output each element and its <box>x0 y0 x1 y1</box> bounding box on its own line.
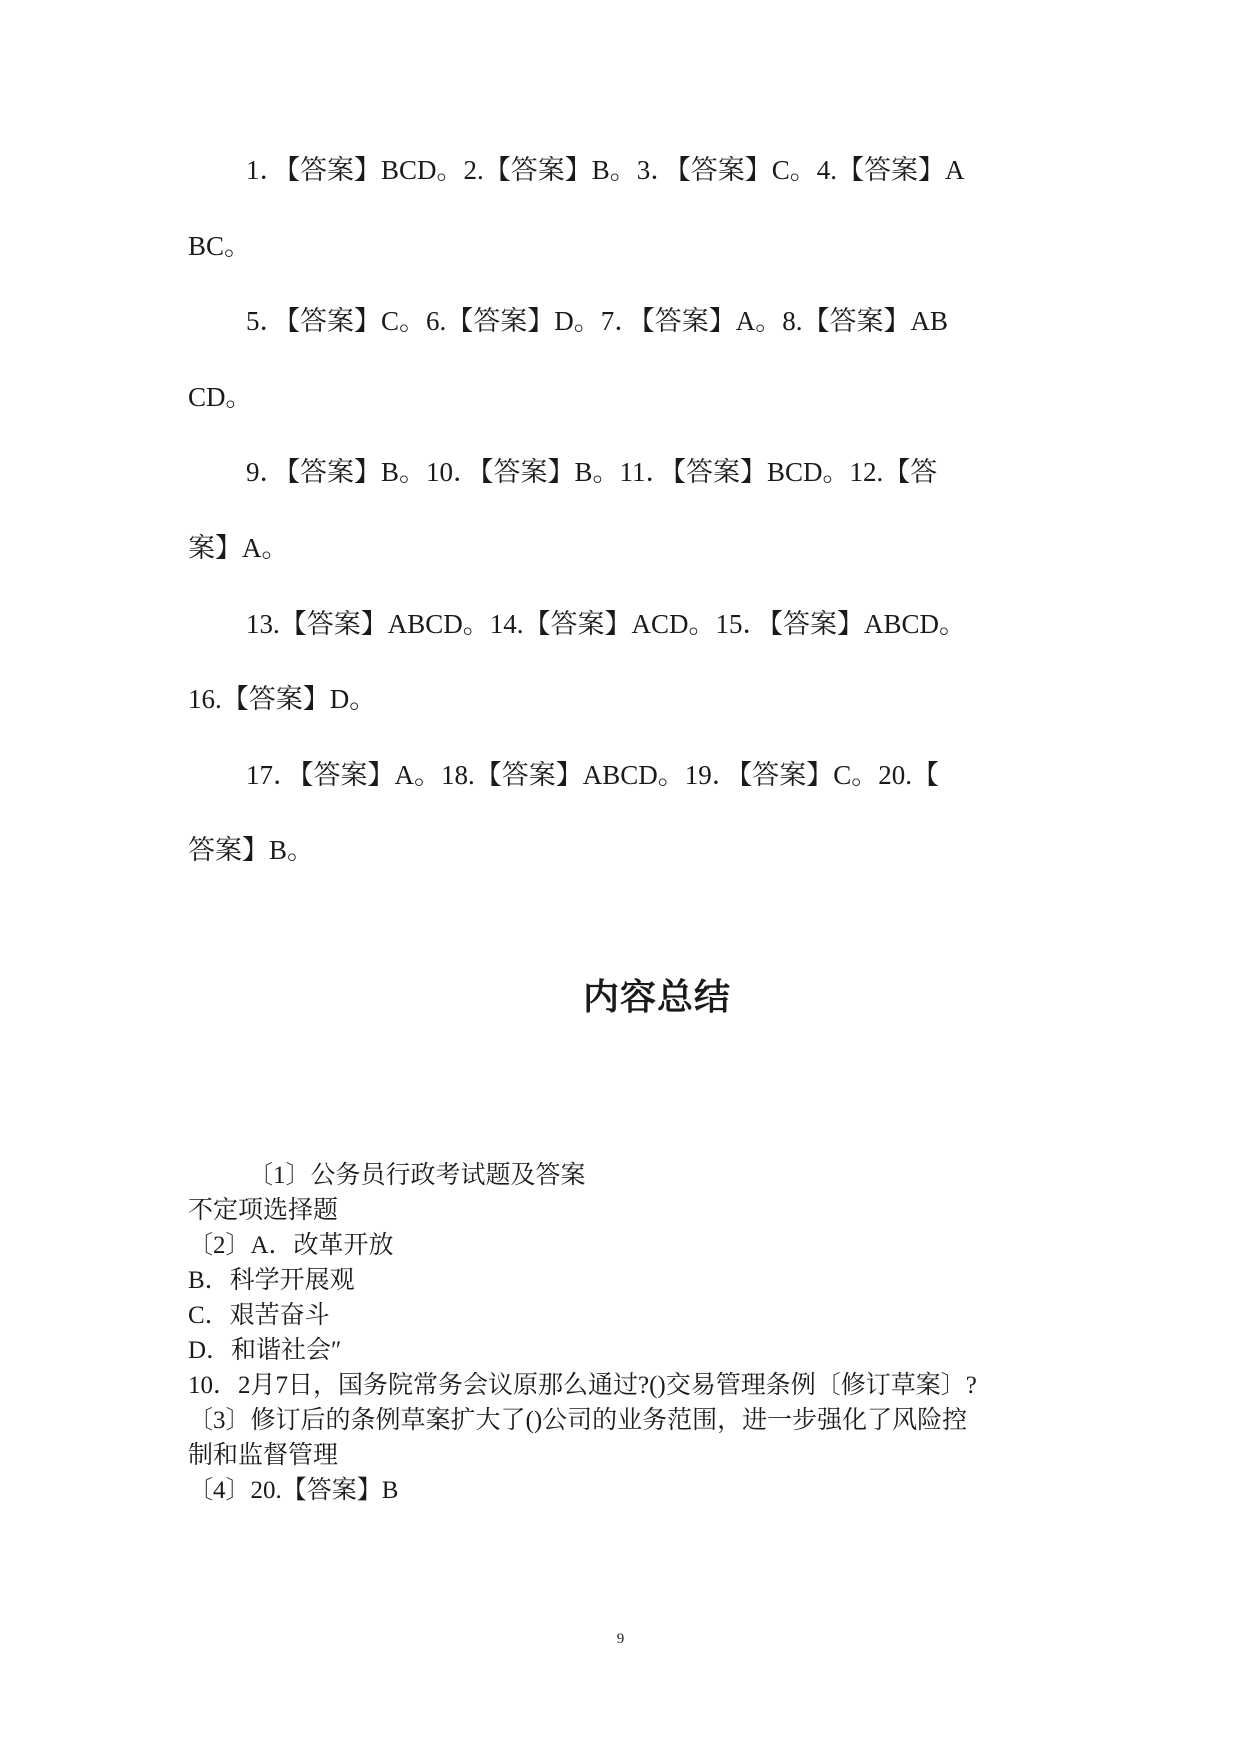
summary-block <box>188 1158 1148 1508</box>
answer-line: 案】A。 <box>188 532 289 563</box>
answer-line: 答案】B。 <box>188 835 315 866</box>
summary-line: 〔4〕20.【答案】B <box>188 1477 399 1504</box>
answer-line: 5．【答案】C。6.【答案】D。7．【答案】A。8.【答案】AB <box>246 306 949 337</box>
answer-line: BC。 <box>188 230 252 261</box>
summary-line: B．科学开展观 <box>188 1267 355 1294</box>
section-heading: 内容总结 <box>582 977 731 1018</box>
answer-line: 16.【答案】D。 <box>188 684 377 715</box>
answer-line: CD。 <box>188 381 253 412</box>
summary-line: 〔1〕公务员行政考试题及答案 <box>248 1162 586 1189</box>
answer-list <box>188 133 1148 889</box>
summary-line: 制和监督管理 <box>188 1442 339 1469</box>
page-number: 9 <box>616 1631 625 1647</box>
summary-line: C．艰苦奋斗 <box>188 1302 330 1329</box>
summary-line: 10．2月7日，国务院常务会议原那么通过?()交易管理条例〔修订草案〕? <box>188 1372 977 1399</box>
summary-line: 〔2〕A．改革开放 <box>188 1232 394 1259</box>
answer-line: 13.【答案】ABCD。14.【答案】ACD。15．【答案】ABCD。 <box>246 608 967 639</box>
answer-line: 17．【答案】A。18.【答案】ABCD。19．【答案】C。20.【 <box>246 759 940 790</box>
answer-line: 9．【答案】B。10．【答案】B。11．【答案】BCD。12.【答 <box>246 457 938 488</box>
summary-line: 不定项选择题 <box>188 1197 339 1224</box>
answer-line: 1．【答案】BCD。2.【答案】B。3．【答案】C。4.【答案】A <box>246 155 965 185</box>
summary-line: 〔3〕修订后的条例草案扩大了()公司的业务范围，进一步强化了风险控 <box>188 1407 968 1434</box>
summary-line: D．和谐社会″ <box>188 1337 342 1364</box>
